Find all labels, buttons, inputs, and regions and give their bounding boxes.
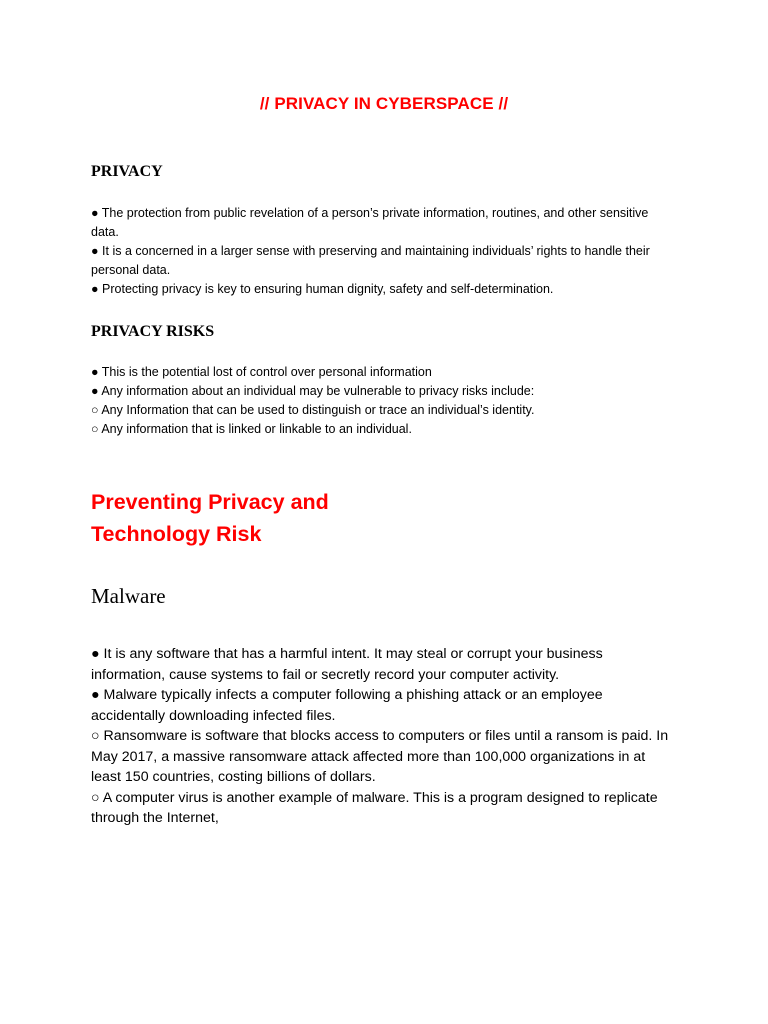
list-item: ○ Any information that is linked or linkable to an individual. [91,422,412,436]
list-item: ● Any information about an individual may be vulnerable to privacy risks include: [91,384,535,398]
malware-heading: Malware [91,584,166,608]
privacy-section [91,162,671,182]
list-item: ● This is the potential lost of control over personal information [91,365,432,379]
list-item: ● Malware typically infects a computer following a phishing attack or an employee accidentally downloading infected files. [91,687,603,724]
privacy-heading: PRIVACY [91,163,163,180]
privacy-risks-section [91,322,671,342]
privacy-list [91,204,671,299]
malware-list-wrap [91,644,671,829]
privacy-risks-list [91,363,671,439]
preventing-heading-line1: Preventing Privacy and [91,490,329,514]
list-item: ● It is a concerned in a larger sense with preserving and maintaining individuals’ rights to handle their personal data. [91,244,650,277]
malware-list [91,644,671,829]
list-item: ● It is any software that has a harmful intent. It may steal or corrupt your business information, cause systems to fail or secretly record your computer activity. [91,646,603,683]
preventing-section [91,486,671,550]
list-item: ○ Ransomware is software that blocks access to computers or files until a ransom is paid. In May 2017, a massive ransomware attack affected more than 100,000 organizations in at least 150 countries, costing billions of dollars. [91,728,669,785]
preventing-heading [91,486,671,550]
list-item: ○ Any Information that can be used to distinguish or trace an individual’s identity. [91,403,535,417]
privacy-risks-list-wrap [91,363,671,439]
privacy-risks-heading: PRIVACY RISKS [91,323,215,340]
list-item: ○ A computer virus is another example of malware. This is a program designed to replicate through the Internet, [91,789,658,826]
document-title: // PRIVACY IN CYBERSPACE // [259,94,509,113]
list-item: ● The protection from public revelation of a person’s private information, routines, and other sensitive data. [91,206,649,239]
preventing-heading-line2: Technology Risk [91,522,262,546]
malware-section [91,583,671,609]
privacy-list-wrap [91,204,671,299]
list-item: ● Protecting privacy is key to ensuring human dignity, safety and self-determination. [91,282,554,296]
